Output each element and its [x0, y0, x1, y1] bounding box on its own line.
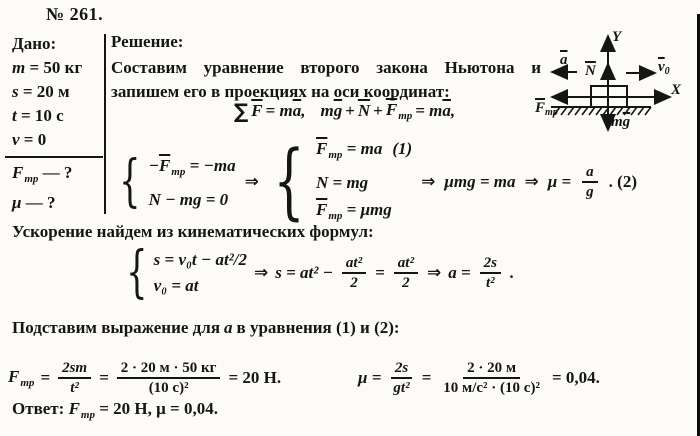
heading-var-a: a [224, 318, 233, 337]
numerator: 2 · 20 м [463, 360, 520, 380]
fraction-at2-over-2-b [394, 255, 418, 292]
implies-arrow-4: ⇒ [253, 263, 269, 283]
value-s: = 20 м [22, 82, 70, 101]
var-mu: μ [12, 193, 22, 212]
left-brace-system1: { [119, 149, 141, 214]
F-symbol: $\overline{F}$ [535, 100, 546, 116]
value-v: = 0 [23, 130, 47, 149]
denominator: (10 с)² [148, 380, 189, 396]
find-question-2: — ? [25, 193, 56, 212]
sub-tr: тр [80, 409, 95, 421]
x-axis-label: X [671, 82, 682, 98]
denominator: 10 м/с² · (10 с)² [443, 380, 540, 396]
problem-number: № 261. [46, 4, 104, 24]
value-t: = 10 с [20, 106, 64, 125]
equation-tag-1: (1) [392, 138, 413, 158]
eq-m-2: = m [415, 101, 443, 120]
equals-sign: = [421, 368, 432, 387]
v-sub-zero: 0 [664, 66, 670, 77]
equals-sign: = [375, 263, 385, 282]
answer-line [12, 399, 218, 421]
system1-row1-rhs: = −ma [189, 155, 236, 175]
eq-ma-group [266, 101, 306, 121]
heading-pre: Подставим выражение для [12, 318, 221, 337]
minus: − [148, 155, 159, 175]
var-m: m [12, 58, 26, 77]
kinematics-heading: Ускорение найдем из кинематических формул: [12, 222, 374, 241]
fraction-at2-over-2 [342, 255, 366, 292]
system2-row2-text: N = mg [316, 172, 369, 192]
answer-values: = 20 Н, μ = 0,04. [99, 399, 218, 418]
given-item-distance [12, 80, 107, 104]
equation-tag-2: . (2) [608, 172, 637, 191]
var-F: F [68, 399, 80, 418]
given-separator-line [5, 156, 103, 158]
sub-tr: тр [398, 110, 413, 122]
friction-vector-group [386, 100, 412, 122]
intro-line-2: запишем его в проекциях на оси координат: [111, 82, 450, 101]
sub-tr: тр [328, 209, 343, 222]
system2-row1-rhs: = ma [346, 138, 383, 158]
sum-symbol: ∑ [233, 99, 249, 123]
given-item-velocity [12, 128, 107, 152]
mu-mg-equals-ma: μmg = ma [444, 172, 516, 191]
force-diagram [534, 20, 700, 160]
substitution-heading [12, 318, 404, 338]
var-v: v [12, 130, 20, 149]
given-item-time [12, 104, 107, 128]
numerator: at² [394, 255, 418, 275]
left-brace-kinematics: { [126, 240, 148, 305]
a-equals: a = [448, 263, 471, 282]
system1-row2 [149, 186, 236, 213]
kinematics-step: s = at² − [275, 263, 333, 282]
v-symbol: $\overline{v}$ [658, 59, 665, 75]
implies-arrow-1: ⇒ [244, 172, 259, 192]
sub-tr: тр [171, 165, 186, 178]
velocity-equation: v₀ = at [153, 276, 199, 295]
friction-vector-F: $\overline{F}$ [385, 100, 398, 119]
system1-row2-text: N − mg = 0 [148, 189, 229, 209]
denominator: g [586, 184, 594, 200]
g-symbol: $\overline{g}$ [622, 114, 631, 130]
implies-arrow-5: ⇒ [426, 263, 442, 283]
given-block [12, 32, 107, 215]
heading-post: в уравнения (1) и (2): [236, 318, 400, 337]
equals-sign: = [40, 368, 51, 387]
initial-velocity-label [658, 59, 670, 77]
m-symbol: m [611, 114, 623, 130]
find-question: — ? [42, 163, 73, 182]
force-vector-F: $\overline{F}$ [251, 101, 263, 120]
mg-group [320, 101, 342, 121]
denominator: 2 [350, 275, 358, 291]
solution-intro [111, 56, 541, 104]
friction-F: $\overline{F}$ [158, 155, 171, 175]
numerator: a [582, 164, 598, 184]
system2-row2 [316, 169, 412, 196]
period: . [509, 263, 515, 282]
var-t: t [12, 106, 17, 125]
path-equation: s = v₀t − at²/2 [153, 250, 247, 269]
friction-F: $\overline{F}$ [316, 138, 328, 158]
plus-sign-2: + [373, 101, 383, 120]
fraction-numeric-values [439, 360, 544, 397]
sub-tr: тр [328, 148, 343, 161]
fraction-2s-over-t2 [480, 255, 501, 292]
given-item-mass [12, 56, 107, 80]
equals-sign-2: = [99, 368, 109, 387]
kinematics-row [124, 240, 515, 305]
system-1 [149, 152, 236, 213]
friction-F-group [8, 367, 34, 389]
eq-ma-group-2 [415, 101, 455, 121]
y-axis-label: Y [612, 29, 622, 45]
accel-vector-2: $\overline{a}$ [442, 101, 451, 120]
kinematics-system [154, 247, 247, 299]
kinematics-row1 [154, 247, 247, 273]
column-divider-line [104, 34, 106, 214]
denominator: t² [485, 275, 495, 291]
numerator: 2 · 20 м · 50 кг [117, 360, 221, 380]
gravity-vector-g: $\overline{g}$ [333, 101, 343, 120]
system1-row1 [149, 152, 236, 186]
comma-2: , [450, 101, 456, 120]
system-2 [316, 135, 412, 230]
denominator: t² [70, 380, 79, 396]
normal-force-label: $\overline{N}$ [585, 63, 596, 79]
mass-m: m [320, 101, 334, 120]
kinematics-row2 [154, 273, 247, 299]
numerator: 2s [480, 255, 501, 275]
numerator: 2s [391, 360, 412, 380]
eq-m: = m [265, 101, 293, 120]
mu-equals: μ = [358, 368, 382, 387]
numerator: at² [342, 255, 366, 275]
friction-force-label [535, 100, 558, 118]
result-20N: = 20 Н. [228, 368, 282, 387]
find-friction-force [12, 161, 107, 191]
system2-row1 [316, 135, 412, 169]
answer-label: Ответ: [12, 399, 65, 418]
implies-arrow-2: ⇒ [421, 172, 436, 192]
numerator: 2sm [58, 360, 91, 380]
result-004: = 0,04. [551, 368, 600, 387]
sub-tr: тр [24, 173, 39, 185]
denominator: gt² [393, 380, 410, 396]
fraction-2s-over-gt2 [389, 360, 413, 397]
plus-sign: + [345, 101, 355, 120]
mu-formula [358, 349, 600, 407]
value-m: = 50 кг [29, 58, 83, 77]
denominator: 2 [402, 275, 410, 291]
implies-arrow-3: ⇒ [524, 172, 539, 192]
system2-row3-rhs: = μmg [346, 199, 392, 219]
var-F: F [12, 163, 24, 182]
f-sub-tr: тр [545, 107, 558, 118]
var-F: F [8, 367, 20, 386]
comma: , [301, 101, 306, 120]
acceleration-label: $\overline{a}$ [560, 52, 568, 68]
gravity-label [611, 114, 630, 131]
fraction-2sm-over-t2 [58, 360, 91, 397]
sub-tr: тр [20, 377, 35, 389]
ground-hatch [554, 107, 651, 115]
newton-equation [172, 100, 517, 122]
solution-label: Решение: [111, 32, 184, 51]
fraction-numeric-values [117, 360, 221, 397]
normal-vector-N: $\overline{N}$ [357, 101, 371, 120]
var-s: s [12, 82, 19, 101]
mu-equals: μ = [547, 172, 572, 191]
find-mu [12, 191, 107, 215]
accel-vector: $\overline{a}$ [292, 101, 302, 120]
fraction-a-over-g [582, 164, 598, 201]
intro-line-1: Составим уравнение второго закона Ньютона и [111, 58, 541, 77]
given-label: Дано: [12, 34, 57, 53]
left-brace-system2: { [273, 134, 305, 229]
friction-F: $\overline{F}$ [316, 199, 328, 219]
